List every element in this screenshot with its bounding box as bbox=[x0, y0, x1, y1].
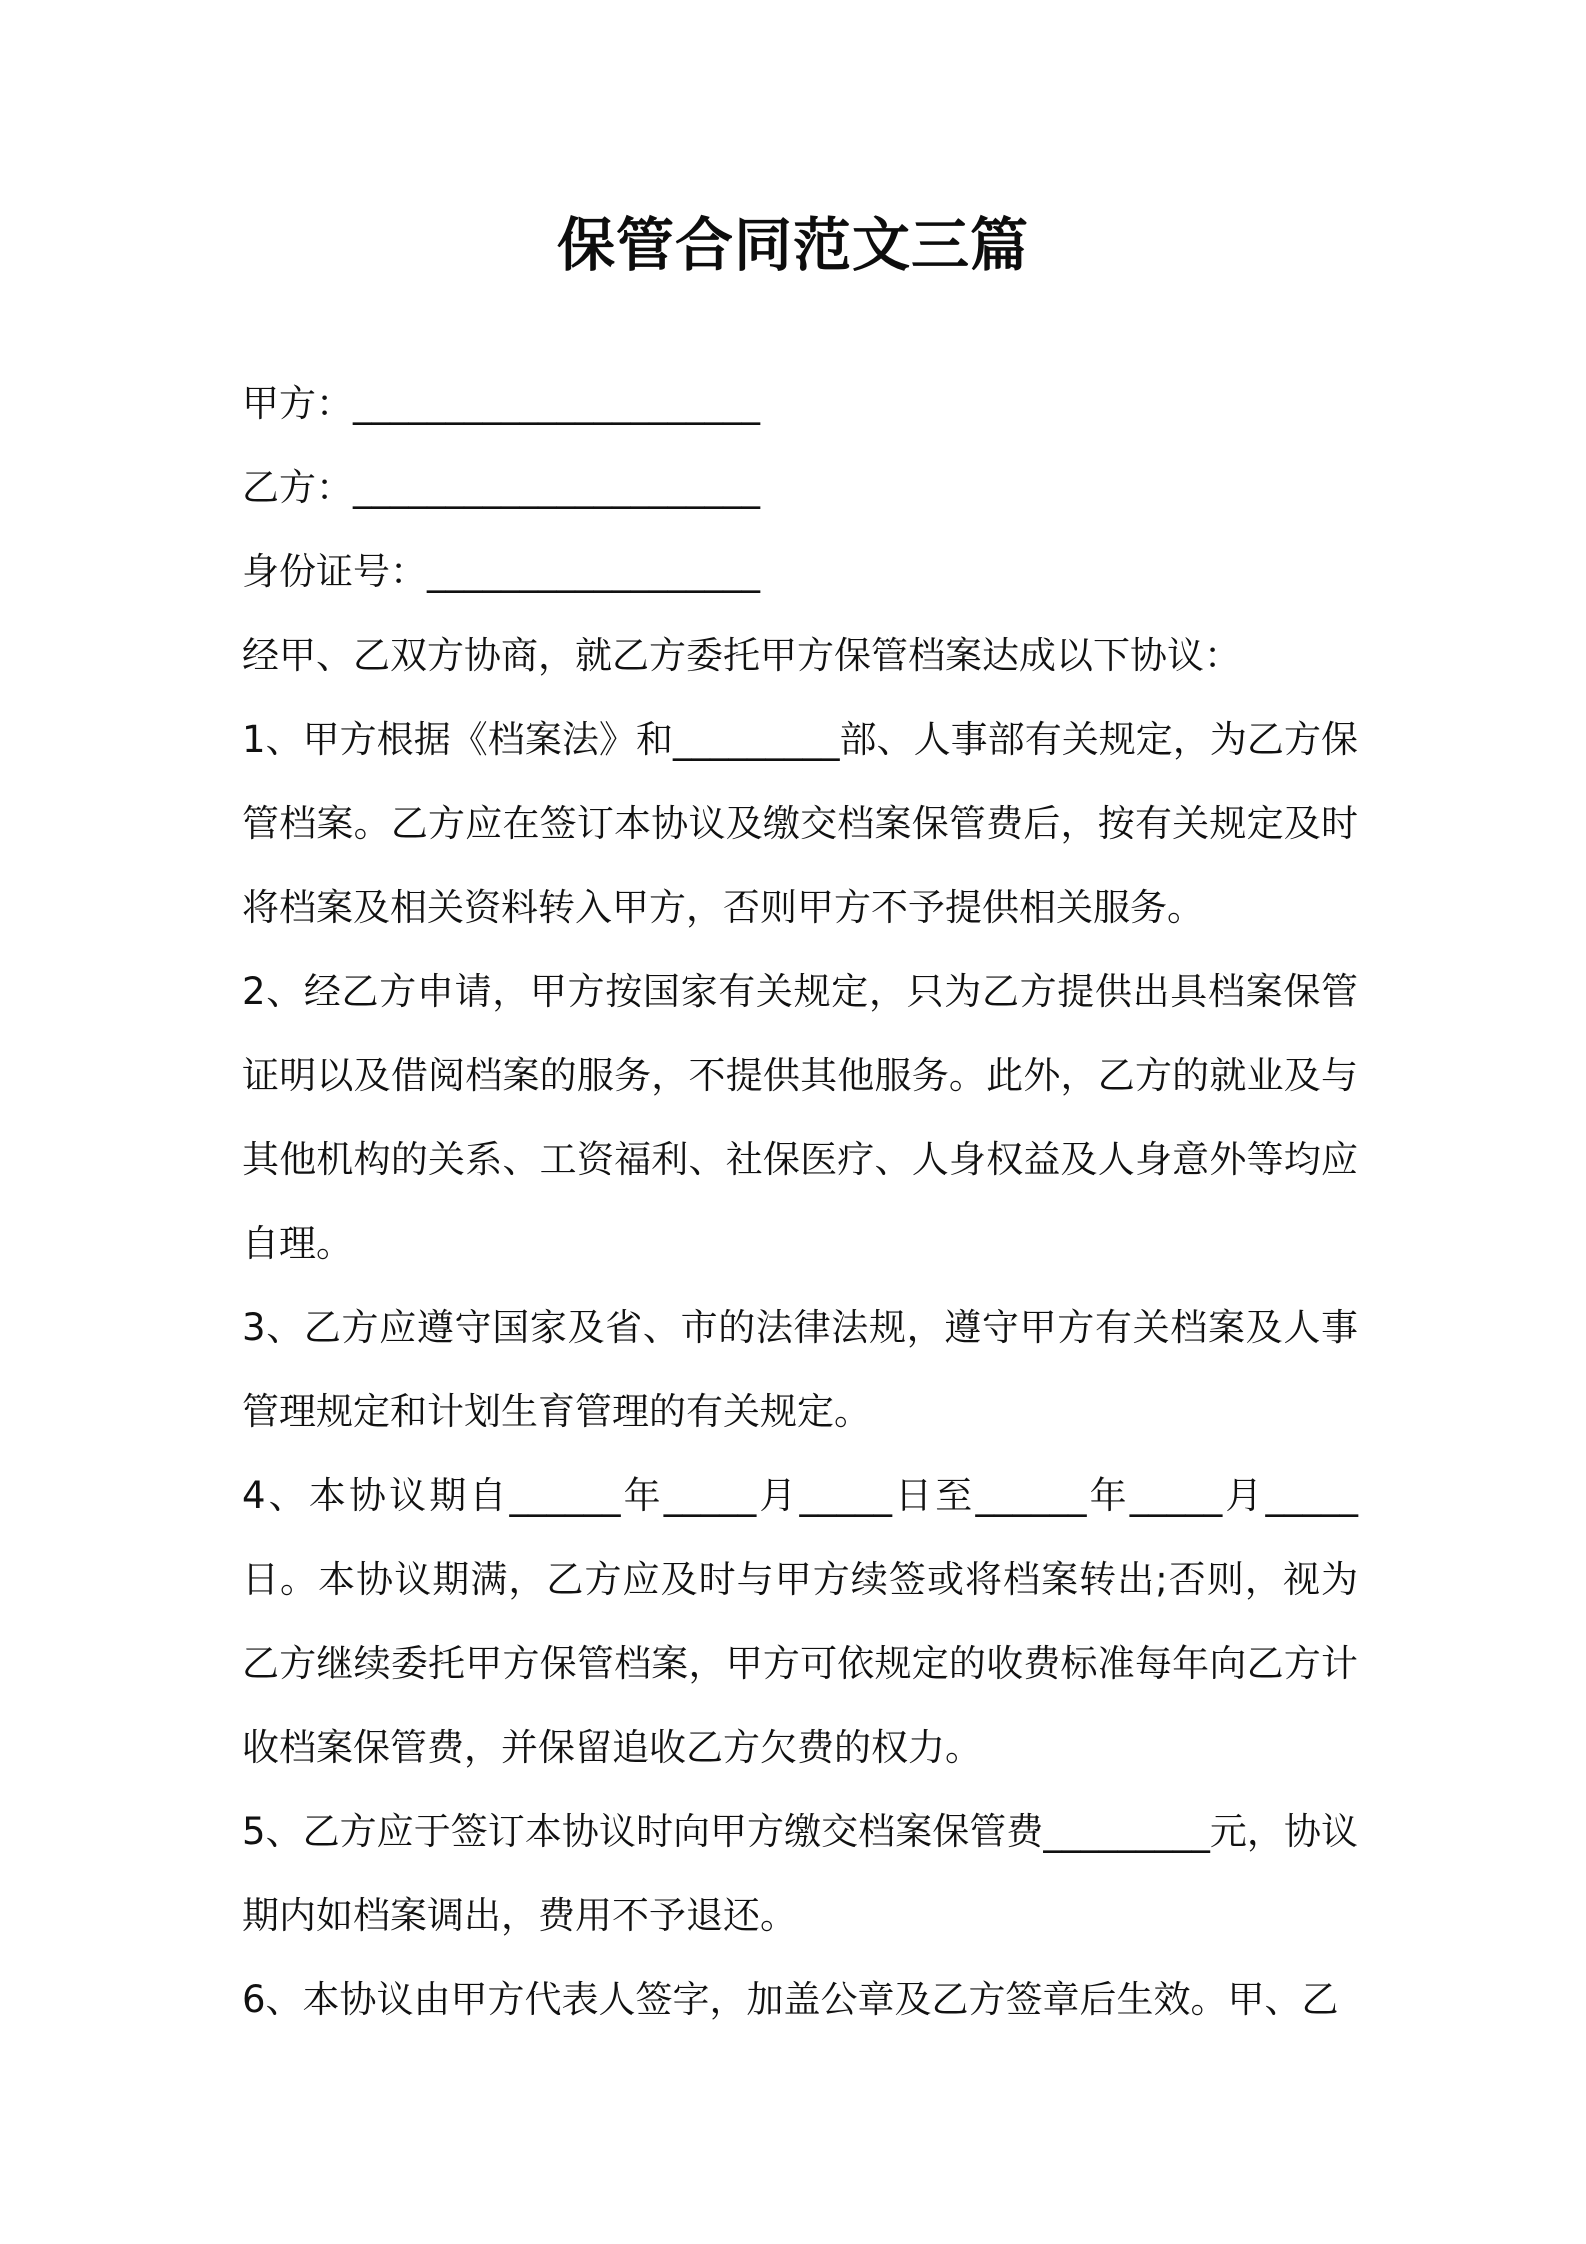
clause-3: 3、乙方应遵守国家及省、市的法律法规，遵守甲方有关档案及人事管理规定和计划生育管理的有关规定。 bbox=[242, 1306, 1358, 1433]
clause-5: 5、乙方应于签订本协议时向甲方缴交档案保管费_________元，协议期内如档案调出，费用不予退还。 bbox=[242, 1810, 1358, 1937]
party-a-field: 甲方：______________________ bbox=[242, 382, 760, 425]
document-title: 保管合同范文三篇 bbox=[556, 211, 1029, 279]
party-b-field: 乙方：______________________ bbox=[242, 466, 760, 509]
id-number-field: 身份证号：__________________ bbox=[242, 550, 760, 593]
clause-4: 4、本协议期自______年_____月_____日至______年_____月_____日。本协议期满，乙方应及时与甲方续签或将档案转出;否则，视为乙方继续委托甲方保管档案，甲方可依规定的收费标准每年向乙方计收档案保管费，并保留追收乙方欠费的权力。 bbox=[242, 1474, 1358, 1769]
clause-1: 1、甲方根据《档案法》和_________部、人事部有关规定，为乙方保管档案。乙方应在签订本协议及缴交档案保管费后，按有关规定及时将档案及相关资料转入甲方，否则甲方不予提供相关服务。 bbox=[242, 718, 1358, 929]
clause-2: 2、经乙方申请，甲方按国家有关规定，只为乙方提供出具档案保管证明以及借阅档案的服务，不提供其他服务。此外，乙方的就业及与其他机构的关系、工资福利、社保医疗、人身权益及人身意外等均应自理。 bbox=[242, 970, 1358, 1265]
document-body bbox=[242, 362, 1358, 2042]
clause-6: 6、本协议由甲方代表人签字，加盖公章及乙方签章后生效。甲、乙 bbox=[242, 1978, 1339, 2021]
intro-paragraph: 经甲、乙双方协商，就乙方委托甲方保管档案达成以下协议： bbox=[242, 634, 1241, 677]
